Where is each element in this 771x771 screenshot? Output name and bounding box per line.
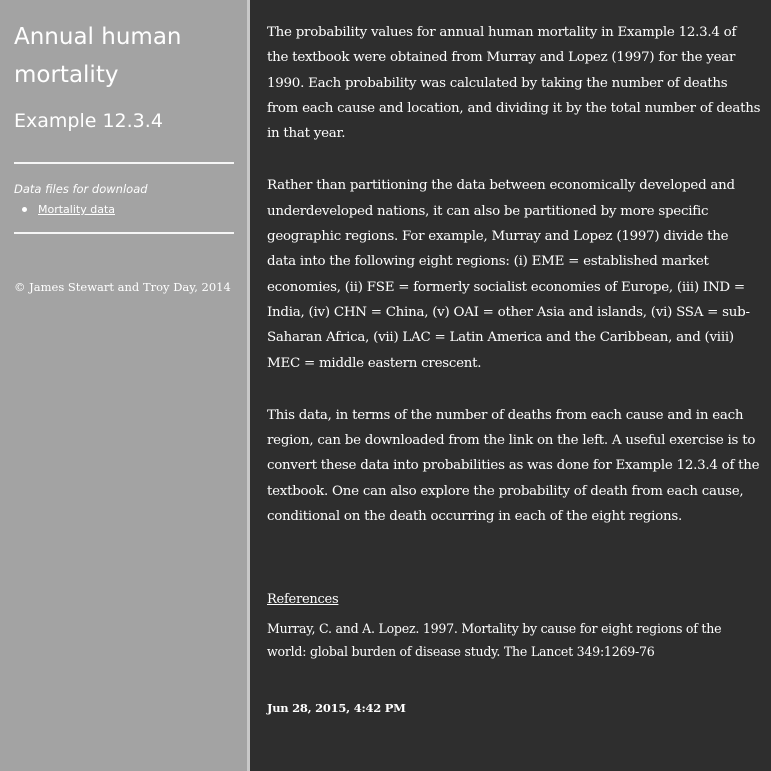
bullet-icon (22, 207, 27, 212)
reference-item: Murray, C. and A. Lopez. 1997. Mortality by cause for eight regions of the world: global burden of disease study. The Lancet 349:1269-76 (267, 620, 722, 659)
copyright-notice: © James Stewart and Troy Day, 2014 (14, 280, 231, 294)
paragraph-exercise: This data, in terms of the number of deaths from each cause and in each region, can be downloaded from the link on the left. A useful exercise is to convert these data into probabilities as was done for Example 12.3.4 of the textbook. One can also explore the probability of death from each cause, conditional on the death occurring in each of the eight regions. (267, 407, 760, 525)
downloads-list-item (22, 203, 231, 216)
mortality-data-link[interactable]: Mortality data (38, 203, 116, 216)
sidebar-divider-bottom (14, 232, 234, 234)
paragraph-intro: The probability values for annual human mortality in Example 12.3.4 of the textbook were obtained from Murray and Lopez (1997) for the year 1990. Each probability was calculated by taking the number of deaths from each cause and location, and dividing it by the total number of deaths in that year. (267, 25, 761, 142)
paragraph-regions: Rather than partitioning the data between economically developed and underdeveloped nations, it can also be partitioned by more specific geographic regions. For example, Murray and Lopez (1997) divide the data into the following eight regions: (i) EME = established market economies, (ii) FSE = formerly socialist economies of Europe, (iii) IND = India, (iv) CHN = China, (v) OAI = other Asia and islands, (vi) SSA = sub-Saharan Africa, (vii) LAC = Latin America and the Caribbean, and (viii) MEC = middle eastern crescent. (267, 178, 750, 371)
sidebar (0, 0, 250, 771)
page-title: Annual human mortality (14, 24, 182, 88)
downloads-heading: Data files for download (14, 182, 148, 196)
references-heading: References (267, 592, 339, 608)
page-subtitle: Example 12.3.4 (14, 110, 163, 132)
sidebar-divider-top (14, 162, 234, 164)
main-content (250, 0, 771, 771)
downloads-list (22, 203, 231, 216)
timestamp: Jun 28, 2015, 4:42 PM (267, 700, 406, 715)
